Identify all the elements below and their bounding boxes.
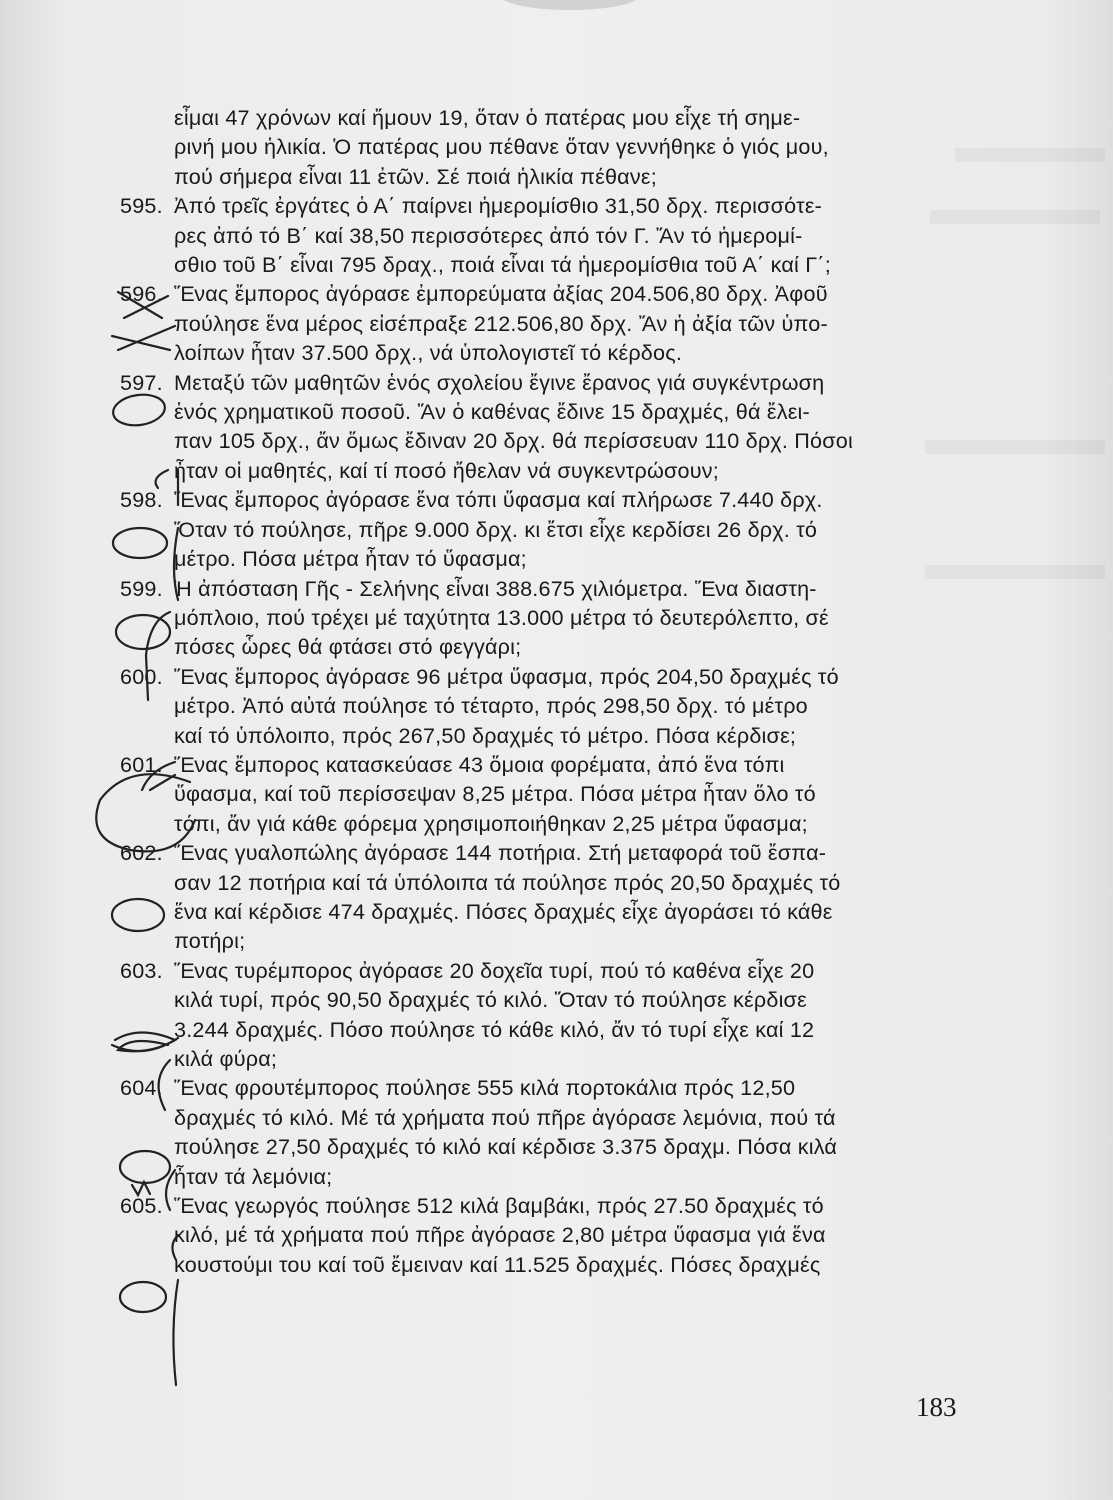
exercise-number: 598. xyxy=(120,487,163,513)
circle-605 xyxy=(120,1282,166,1312)
bracket-599 xyxy=(146,612,170,700)
exercise-number: 605. xyxy=(120,1193,163,1219)
text-line: Ἕνας ἔμπορος ἀγόρασε ἕνα τόπι ὕφασμα καί πλήρωσε 7.440 δρχ. xyxy=(174,487,823,513)
circle-598 xyxy=(113,528,167,558)
exercise-number: 601. xyxy=(120,751,163,777)
text-line: Μεταξύ τῶν μαθητῶν ἑνός σχολείου ἔγινε ἔρανος γιά συγκέντρωση xyxy=(174,369,825,395)
text-line: Ἕνας γεωργός πούλησε 512 κιλά βαμβάκι, πρός 27.50 δραχμές τό xyxy=(174,1193,824,1219)
text-line: ρες ἀπό τό Β΄ καί 38,50 περισσότερες ἀπό τόν Γ. Ἄν τό ἡμερομί- xyxy=(174,222,803,248)
text-line: πού σήμερα εἶναι 11 ἐτῶν. Σέ ποιά ἡλικία πέθανε; xyxy=(174,163,657,189)
text-line: μέτρο. Ἀπό αὐτά πούλησε τό τέταρτο, πρός 298,50 δρχ. τό μέτρο xyxy=(174,693,808,719)
exercise-number: 600. xyxy=(120,663,163,689)
page-number: 183 xyxy=(916,1392,957,1422)
text-line: ἕνα καί κέρδισε 474 δραχμές. Πόσες δραχμές εἶχε ἀγοράσει τό κάθε xyxy=(174,898,833,924)
text-line: τόπι, ἄν γιά κάθε φόρεμα χρησιμοποιήθηκαν 2,25 μέτρα ὕφασμα; xyxy=(174,810,808,836)
text-line: Ἕνας τυρέμπορος ἀγόρασε 20 δοχεῖα τυρί, πού τό καθένα εἶχε 20 xyxy=(174,957,815,983)
text-line: 3.244 δραχμές. Πόσο πούλησε τό κάθε κιλό, ἄν τό τυρί εἶχε καί 12 xyxy=(174,1016,815,1042)
text-line: Ἕνας ἔμπορος ἀγόρασε 96 μέτρα ὕφασμα, πρός 204,50 δραχμές τό xyxy=(174,663,839,689)
bracket-598 xyxy=(174,528,178,600)
text-line: καί τό ὑπόλοιπο, πρός 267,50 δραχμές τό μέτρο. Πόσα κέρδισε; xyxy=(174,722,797,748)
exercise-number: 595. xyxy=(120,193,163,219)
text-line: ἑνός χρηματικοῦ ποσοῦ. Ἄν ὁ καθένας ἔδινε 15 δραχμές, θά ἔλει- xyxy=(174,399,810,425)
text-line: εἶμαι 47 χρόνων καί ἤμουν 19, ὅταν ὁ πατέρας μου εἶχε τή σημε- xyxy=(174,105,801,130)
text-line: Ἕνας φρουτέμπορος πούλησε 555 κιλά πορτοκάλια πρός 12,50 xyxy=(174,1075,796,1101)
text-line: ὕφασμα, καί τοῦ περίσσεψαν 8,25 μέτρα. Πόσα μέτρα ἦταν ὅλο τό xyxy=(174,781,816,807)
text-line: πούλησε ἕνα μέρος εἰσέπραξε 212.506,80 δρχ. Ἄν ἡ ἀξία τῶν ὑπο- xyxy=(174,310,828,336)
text-line: κιλά φύρα; xyxy=(174,1046,278,1071)
tick-601 xyxy=(150,775,175,790)
scribble-603 xyxy=(112,1033,178,1052)
circle-597 xyxy=(111,392,167,429)
text-line: Ἕνας γυαλοπώλης ἀγόρασε 144 ποτήρια. Στή μεταφορά τοῦ ἔσπα- xyxy=(174,840,827,866)
bracket-603 xyxy=(159,1060,170,1110)
circle-604 xyxy=(120,1151,170,1183)
text-line: μόπλοιο, πού τρέχει μέ ταχύτητα 13.000 μέτρα τό δευτερόλεπτο, σέ xyxy=(174,604,829,630)
text-line: κουστούμι του καί τοῦ ἔμειναν καί 11.525 δραχμές. Πόσες δραχμές xyxy=(174,1251,821,1277)
mark-604 xyxy=(132,1170,175,1210)
text-line: κιλά τυρί, πρός 90,50 δραχμές τό κιλό. Ὅταν τό πούλησε κέρδισε xyxy=(174,987,807,1013)
text-line: λοίπων ἦταν 37.500 δρχ., νά ὑπολογιστεῖ τό κέρδος. xyxy=(174,340,683,366)
text-line: Ἡ ἀπόσταση Γῆς - Σελήνης εἶναι 388.675 χιλιόμετρα. Ἕνα διαστη- xyxy=(174,575,817,601)
text-line: Ἕνας ἔμπορος ἀγόρασε ἐμπορεύματα ἀξίας 204.506,80 δρχ. Ἀφοῦ xyxy=(174,281,828,307)
text-line: Ἀπό τρεῖς ἐργάτες ὁ Α΄ παίρνει ἡμερομίσθιο 31,50 δρχ. περισσότε- xyxy=(174,193,823,219)
text-line: σαν 12 ποτήρια καί τά ὑπόλοιπα τά πούλησε πρός 20,50 δραχμές τό xyxy=(174,869,841,895)
text-line: Ἕνας ἔμπορος κατασκεύασε 43 ὅμοια φορέματα, ἀπό ἕνα τόπι xyxy=(174,751,785,777)
big-circle-601 xyxy=(96,774,195,851)
pencil-tick-596 xyxy=(112,292,175,350)
text-line: ἦταν τά λεμόνια; xyxy=(174,1163,333,1189)
text-line: πόσες ὧρες θά φτάσει στό φεγγάρι; xyxy=(174,634,522,660)
text-line: δραχμές τό κιλό. Μέ τά χρήματα πού πῆρε ἀγόρασε λεμόνια, πού τά xyxy=(174,1104,836,1130)
bracket-597 xyxy=(156,470,178,505)
exercise-number: 599. xyxy=(120,575,163,601)
text-line: κιλό, μέ τά χρήματα πού πῆρε ἀγόρασε 2,80 μέτρα ὕφασμα γιά ἕνα xyxy=(174,1222,826,1248)
text-line: ρινή μου ἡλικία. Ὁ πατέρας μου πέθανε ὅταν γεννήθηκε ὁ γιός μου, xyxy=(174,134,829,160)
text-line: ἦταν οἱ μαθητές, καί τί ποσό ἤθελαν νά συγκεντρώσουν; xyxy=(174,457,719,483)
exercise-number: 596. xyxy=(120,281,163,307)
text-line: πούλησε 27,50 δραχμές τό κιλό καί κέρδισε 3.375 δραχμ. Πόσα κιλά xyxy=(174,1134,838,1160)
text-line: Ὅταν τό πούλησε, πῆρε 9.000 δρχ. κι ἔτσι εἶχε κερδίσει 26 δρχ. τό xyxy=(174,516,818,542)
circle-599 xyxy=(116,615,170,649)
exercise-number: 602. xyxy=(120,840,163,866)
text-line: ποτήρι; xyxy=(174,928,246,954)
circle-602 xyxy=(112,899,164,931)
exercise-number: 597. xyxy=(120,369,163,395)
bracket-604 xyxy=(172,1235,178,1260)
text-line: παν 105 δρχ., ἄν ὅμως ἔδιναν 20 δρχ. θά περίσσευαν 110 δρχ. Πόσοι xyxy=(174,428,853,454)
text-line: μέτρο. Πόσα μέτρα ἦταν τό ὕφασμα; xyxy=(174,546,527,572)
exercise-number: 603. xyxy=(120,957,163,983)
exercise-number: 604. xyxy=(120,1075,163,1101)
bracket-605 xyxy=(173,1280,178,1385)
text-line: σθιο τοῦ Β΄ εἶναι 795 δραχ., ποιά εἶναι τά ἡμερομίσθια τοῦ Α΄ καί Γ΄; xyxy=(174,252,831,278)
